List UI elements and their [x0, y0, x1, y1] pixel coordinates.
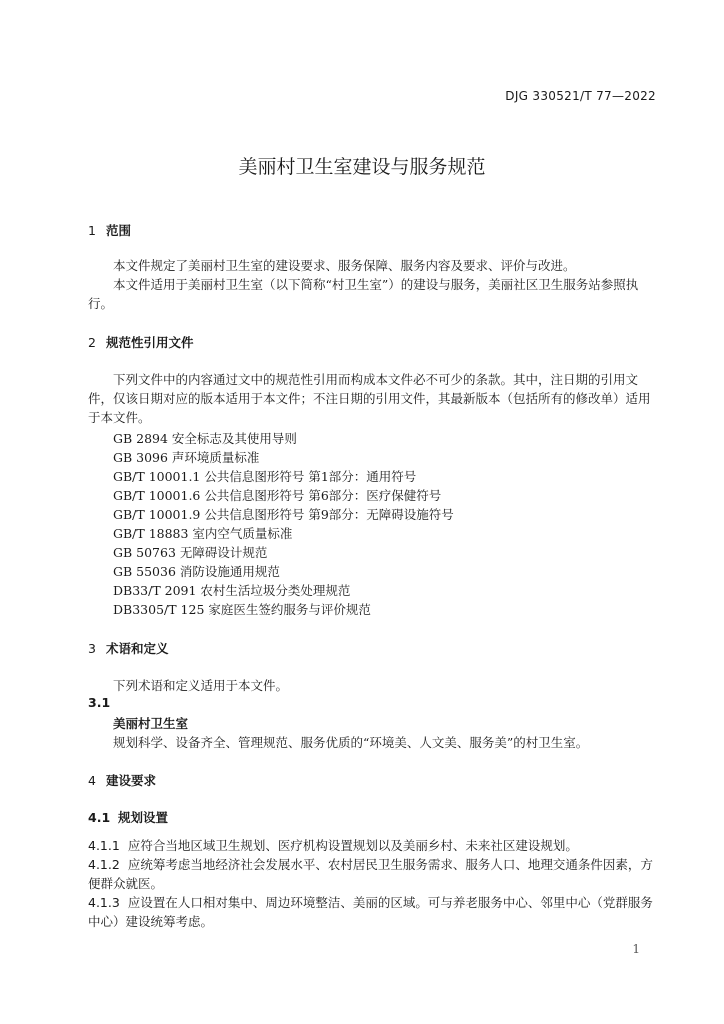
reference-item: GB/T 18883 室内空气质量标准 [113, 526, 293, 541]
subsection-4-1-heading [88, 808, 168, 826]
reference-item: GB 3096 声环境质量标准 [113, 450, 260, 465]
section-title: 范围 [106, 223, 132, 238]
clause-4-1-1 [88, 836, 660, 855]
section-1-paragraph-1: 本文件规定了美丽村卫生室的建设要求、服务保障、服务内容及要求、评价与改进。 [113, 258, 576, 273]
section-title: 术语和定义 [106, 641, 169, 656]
section-4-heading [88, 771, 156, 789]
clause-number: 4.1.1 [88, 838, 120, 853]
standard-number: DJG 330521/T 77—2022 [505, 89, 656, 103]
section-2-heading [88, 333, 194, 351]
reference-item: DB33/T 2091 农村生活垃圾分类处理规范 [113, 583, 351, 598]
term-definition: 规划科学、设备齐全、管理规范、服务优质的“环境美、人文美、服务美”的村卫生室。 [113, 735, 589, 750]
clause-4-1-2 [88, 855, 660, 893]
section-1-paragraph-2: 本文件适用于美丽村卫生室（以下简称“村卫生室”）的建设与服务，美丽社区卫生服务站参照执行。 [88, 277, 639, 311]
section-3-heading [88, 639, 169, 657]
clause-number: 4.1.3 [88, 895, 120, 910]
term-name: 美丽村卫生室 [113, 716, 189, 731]
page-number: 1 [632, 942, 640, 956]
clause-number: 4.1.2 [88, 857, 120, 872]
clause-number: 3.1 [88, 695, 111, 710]
section-1-heading [88, 221, 131, 239]
reference-item: GB 2894 安全标志及其使用导则 [113, 431, 297, 446]
section-3-intro: 下列术语和定义适用于本文件。 [113, 678, 289, 693]
clause-4-1-3 [88, 893, 660, 931]
reference-item: GB/T 10001.6 公共信息图形符号 第6部分：医疗保健符号 [113, 488, 442, 503]
reference-item: GB/T 10001.1 公共信息图形符号 第1部分：通用符号 [113, 469, 417, 484]
section-number: 2 [88, 335, 96, 350]
clause-text: 应设置在人口相对集中、周边环境整洁、美丽的区域。可与养老服务中心、邻里中心（党群服务中心）建设统筹考虑。 [88, 895, 653, 929]
reference-item: DB3305/T 125 家庭医生签约服务与评价规范 [113, 602, 371, 617]
reference-item: GB/T 10001.9 公共信息图形符号 第9部分：无障碍设施符号 [113, 507, 454, 522]
section-2-intro: 下列文件中的内容通过文中的规范性引用而构成本文件必不可少的条款。其中，注日期的引用文件，仅该日期对应的版本适用于本文件；不注日期的引用文件，其最新版本（包括所有的修改单）适用于本文件。 [88, 372, 651, 425]
clause-text: 应统筹考虑当地经济社会发展水平、农村居民卫生服务需求、服务人口、地理交通条件因素，方便群众就医。 [88, 857, 653, 891]
clause-text: 应符合当地区域卫生规划、医疗机构设置规划以及美丽乡村、未来社区建设规划。 [127, 838, 578, 853]
reference-item: GB 50763 无障碍设计规范 [113, 545, 268, 560]
reference-item: GB 55036 消防设施通用规范 [113, 564, 280, 579]
section-title: 规范性引用文件 [106, 335, 194, 350]
section-number: 1 [88, 223, 96, 238]
subsection-title: 规划设置 [118, 810, 169, 825]
document-title: 美丽村卫生室建设与服务规范 [238, 156, 486, 178]
section-number: 3 [88, 641, 96, 656]
section-number: 4 [88, 773, 96, 788]
section-title: 建设要求 [106, 773, 157, 788]
subsection-number: 4.1 [88, 810, 111, 825]
